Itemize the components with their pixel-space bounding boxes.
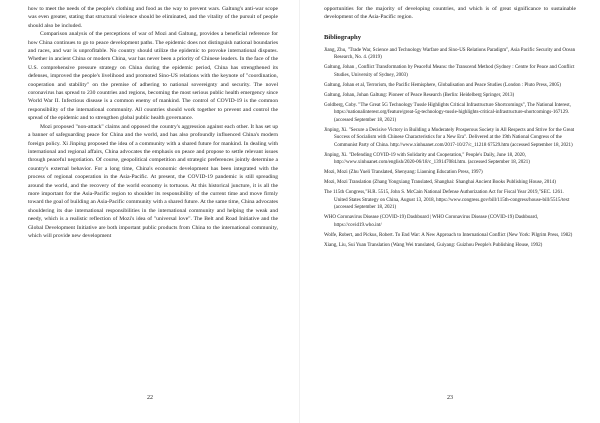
page-number: 22 <box>147 395 153 401</box>
reference-item: WHO Coronavirus Disease (COVID-19) Dashboard | WHO Coronavirus Disease (COVID-19) Dashboard, https://covid19.who.int/ <box>324 215 539 228</box>
reference-item: Mozi, Mozi (Zhu Yueli Translated, Shenyang: Liaoning Education Press, 1997) <box>324 170 483 176</box>
body-paragraph: Comparison analysis of the perceptions of war of Mozi and Galtung, provides a beneficial reference for how China continues to go to peace development paths. The epidemic does not distinguish national boundaries and races, and war is unprofitable. No country should utilize the epidemic to provoke international disputes. Whether in ancient China or modern China, war has never been a priority of Chinese leaders. In the face of the U.S. comprehensive pressure strategy on China during the epidemic period, China has strengthened its defenses, improved the people's livelihood and promoted Sino-US relations with the keynote of "coordination, cooperation and stability" on the premise of adhering to national sovereignty and security. The novel coronavirus has spread to 230 countries and regions, becoming the most serious public health emergency since World War II. Infectious disease is a common enemy of mankind. The control of COVID-19 is the common responsibility of the international community. All countries should work together to prevent and control the spread of the epidemic and to strengthen global public health governance. <box>28 31 278 122</box>
reference-item: Jiang, Zhu, "Trade War, Science and Technology Warfare and Sino-US Relations Paradigm", Asia Pacific Security and Ocean Research, No. 4. (2019) <box>324 47 576 61</box>
body-paragraph: how to meet the needs of the people's clothing and food as the way to prevent wars. Galtung's anti-war scope was even greater, stating that structural violence should be eliminated, and the vitality of the pursuit of people should also be included. <box>28 6 278 29</box>
reference-list <box>324 47 576 250</box>
reference-item: Wolfe, Robert, and Pickus, Robert. To End War: A New Approach to International Conflict (New York: Pilgrim Press, 1982) <box>324 232 573 238</box>
reference-item: Goldberg, Coby. "The Great 5G Technology Tussle Highlights Critical Infrastructure Shortcomings", The National Interest, https://nationalinterest.org/feature/great-5g-technology-tussle-highlights-critical-infrastructure-shortcomings-167129. (accessed September 18, 2021) <box>324 102 571 123</box>
reference-item: Jinping, Xi. "Defending COVID-19 with Solidarity and Cooperation," People's Daily, June 18, 2020, http://www.xinhuanet.com/english/2020-06/18/c_139147084.htm. (accessed September 18, 2021) <box>324 152 530 166</box>
reference-item: Xiang, Liu, Sui Yuan Translation (Wang Wei translated, Guiyang: Guizhou People's Publishing House, 1992) <box>324 242 543 248</box>
reference-item: The 115th Congress,"H.R. 5515, John S. McCain National Defense Authorization Act for Fiscal Year 2019,"SEC. 1261. United States Strategy on China, August 13, 2018, https://www.congress.gov/bill/115th-congress/house-bill/5515/text (accessed September 18, 2021) <box>324 190 570 211</box>
page-number: 23 <box>447 395 453 401</box>
reference-item: Mozi, Mozi Translation (Zhang Yongxiang Translated, Shanghai: Shanghai Ancient Books Publishing House, 2014) <box>324 180 556 186</box>
bibliography-heading: Bibliography <box>324 33 362 41</box>
right-page <box>300 0 600 423</box>
reference-item: Jinping, Xi. "Secure a Decisive Victory in Building a Moderately Prosperous Society in All Respects and Strive for the Great Success of Socialism with Chinese Characteristics for a New Era". Delivered at the 19th National Congress of the Communist Party of China. http://www.xinhuanet.com/2017-10/27/c_11218 67529.htm (accessed September 18, 2021) <box>324 127 575 148</box>
body-paragraph: Mozi proposed "non-attack" claims and opposed the country's aggression against each other. It has set up a banner of safeguarding peace for China and the world, and has also profoundly influenced China's modern foreign policy. Xi Jinping proposed the idea of a community with a shared future for mankind. In dealing with international and regional affairs, China advocates the emphasis on peace and propose to settle relevant issues through peaceful negotiation. Of course, geopolitical competition and strategic preferences jointly determine a country's external behavior. For a long time, China's economic development has been integrated with the process of regional cooperation in the Asia-Pacific. At present, the COVID-19 pandemic is still spreading around the world, and the recovery of the world economy is tortuous. At this historical juncture, it is all the more important for the Asia-Pacific region to shoulder its responsibility of the current time and move firmly toward the goal of building an Asia-Pacific community with a shared future. At the same time, China advocates shouldering its due international responsibilities in the international community and helping the weak and needy, which is a realistic reflection of Mozi's idea of "universal love". The Belt and Road Initiative and the Global Development Initiative are both important public products from China to the international community, which will provide new development <box>28 123 278 239</box>
reference-item: Galtung, Johan , Conflict Transformation by Peaceful Means: the Transcend Method (Sydney : Centre for Peace and Conflict Studies, University of Sydney, 2003) <box>324 65 575 78</box>
reference-item: Galtung, Johan, Johan Galtung: Pioneer of Peace Research (Berlin: Heidelberg Springer, 2013) <box>324 92 515 98</box>
body-paragraph: opportunities for the majority of developing countries, and which is of great significance to sustainable development of the Asia-Pacific region. <box>324 6 576 21</box>
reference-item: Galtung, Johan et al, Terrorism, the Pacific Hemisphere, Globalisation and Peace Studies (London : Pluto Press, 2005) <box>324 82 561 88</box>
